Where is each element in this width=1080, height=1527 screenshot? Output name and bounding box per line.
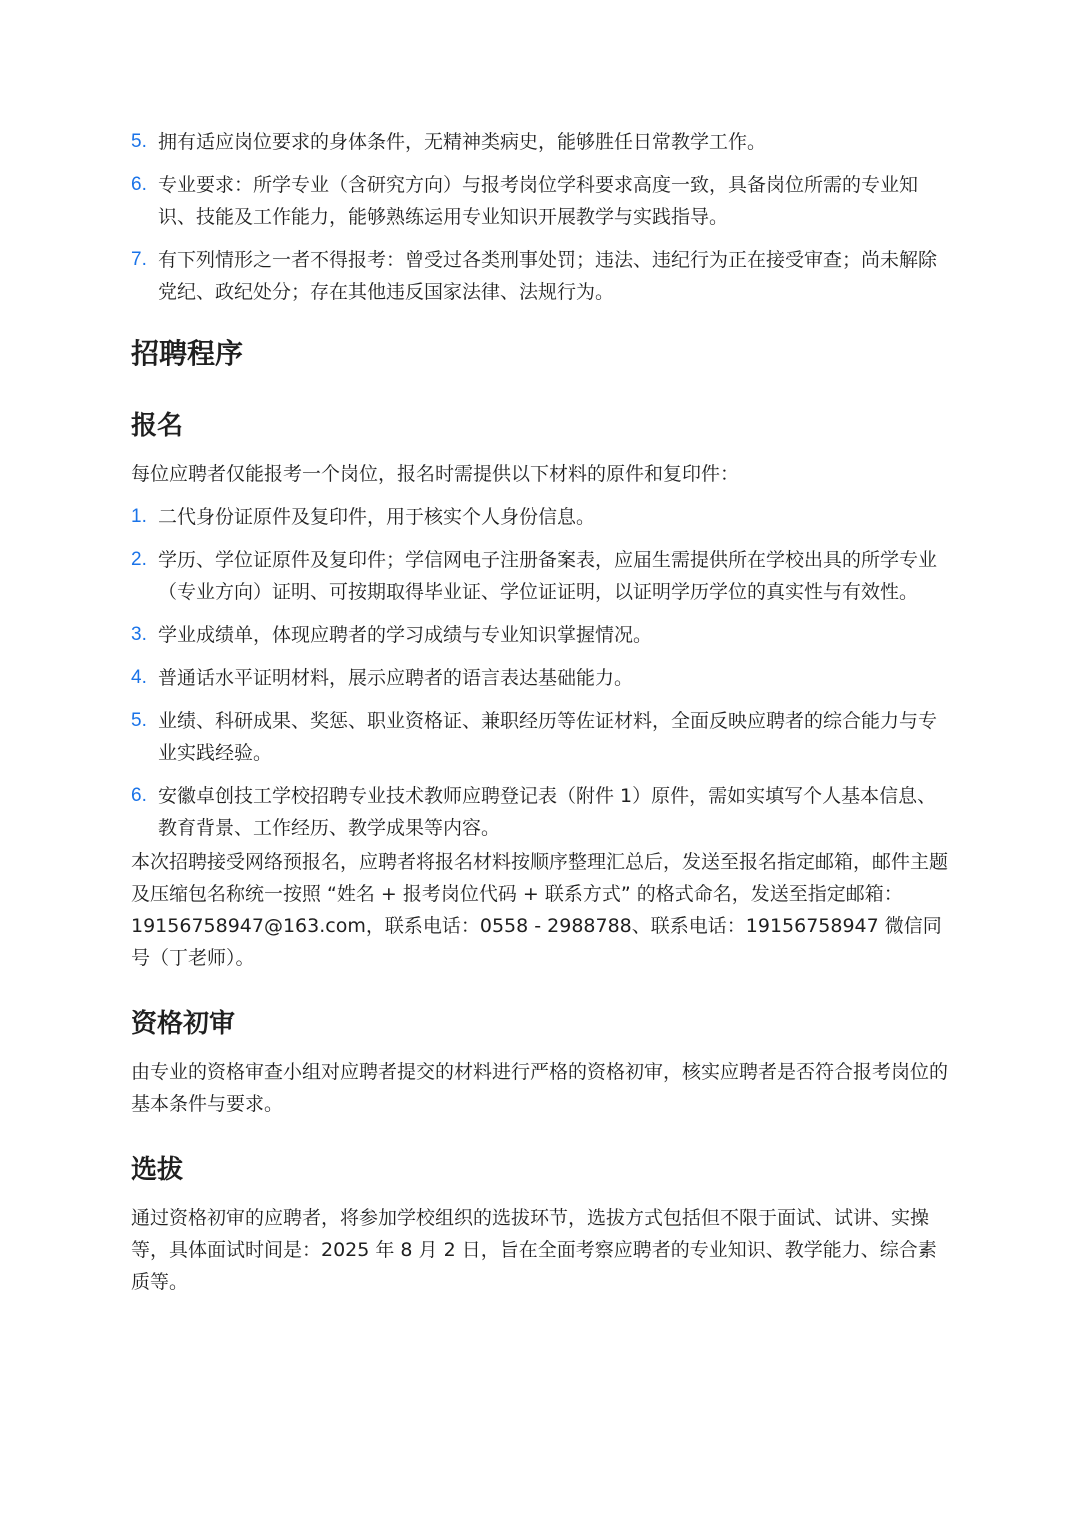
list-number: 7. [131, 249, 147, 270]
list-item-text: 业绩、科研成果、奖惩、职业资格证、兼职经历等佐证材料，全面反映应聘者的综合能力与专业实践经验。 [158, 710, 938, 764]
list-item [131, 544, 953, 608]
list-item [131, 619, 953, 651]
list-item [131, 244, 953, 308]
registration-note: 本次招聘接受网络预报名，应聘者将报名材料按顺序整理汇总后，发送至报名指定邮箱，邮件主题及压缩包名称统一按照 “姓名 + 报考岗位代码 + 联系方式” 的格式命名，发送至指定邮箱：19156758947@163.com，联系电话：0558 - 2988788、联系电话：19156758947 微信同号（丁老师）。 [131, 851, 949, 969]
list-item [131, 501, 953, 533]
list-item [131, 126, 953, 158]
selection-text: 通过资格初审的应聘者，将参加学校组织的选拔环节，选拔方式包括但不限于面试、试讲、实操等，具体面试时间是：2025 年 8 月 2 日，旨在全面考察应聘者的专业知识、教学能力、综合素质等。 [131, 1207, 937, 1293]
list-number: 3. [131, 624, 147, 645]
list-item [131, 780, 953, 844]
list-item [131, 662, 953, 694]
document-page [131, 126, 953, 1298]
qualification-heading: 资格初审 [131, 1009, 236, 1039]
list-number: 5. [131, 131, 147, 152]
registration-list [131, 501, 953, 844]
list-number: 2. [131, 549, 147, 570]
list-item-text: 学历、学位证原件及复印件；学信网电子注册备案表，应届生需提供所在学校出具的所学专业（专业方向）证明、可按期取得毕业证、学位证证明，以证明学历学位的真实性与有效性。 [158, 549, 938, 603]
list-number: 5. [131, 710, 147, 731]
list-number: 6. [131, 785, 147, 806]
list-item-text: 普通话水平证明材料，展示应聘者的语言表达基础能力。 [158, 667, 634, 689]
registration-intro: 每位应聘者仅能报考一个岗位，报名时需提供以下材料的原件和复印件： [131, 463, 740, 485]
registration-heading: 报名 [131, 411, 184, 441]
list-number: 6. [131, 174, 147, 195]
list-item-text: 专业要求：所学专业（含研究方向）与报考岗位学科要求高度一致，具备岗位所需的专业知识、技能及工作能力，能够熟练运用专业知识开展教学与实践指导。 [158, 174, 919, 228]
list-item [131, 169, 953, 233]
list-item-text: 二代身份证原件及复印件，用于核实个人身份信息。 [158, 506, 596, 528]
list-number: 1. [131, 506, 147, 527]
list-item [131, 705, 953, 769]
selection-heading: 选拔 [131, 1155, 184, 1185]
list-item-text: 拥有适应岗位要求的身体条件，无精神类病史，能够胜任日常教学工作。 [158, 131, 767, 153]
list-item-text: 学业成绩单，体现应聘者的学习成绩与专业知识掌握情况。 [158, 624, 653, 646]
list-number: 4. [131, 667, 147, 688]
procedure-heading: 招聘程序 [131, 337, 244, 370]
list-item-text: 安徽卓创技工学校招聘专业技术教师应聘登记表（附件 1）原件，需如实填写个人基本信息、教育背景、工作经历、教学成果等内容。 [158, 785, 937, 839]
list-item-text: 有下列情形之一者不得报考：曾受过各类刑事处罚；违法、违纪行为正在接受审查；尚未解除党纪、政纪处分；存在其他违反国家法律、法规行为。 [158, 249, 938, 303]
qualification-text: 由专业的资格审查小组对应聘者提交的材料进行严格的资格初审，核实应聘者是否符合报考岗位的基本条件与要求。 [131, 1061, 949, 1115]
requirements-list [131, 126, 953, 308]
